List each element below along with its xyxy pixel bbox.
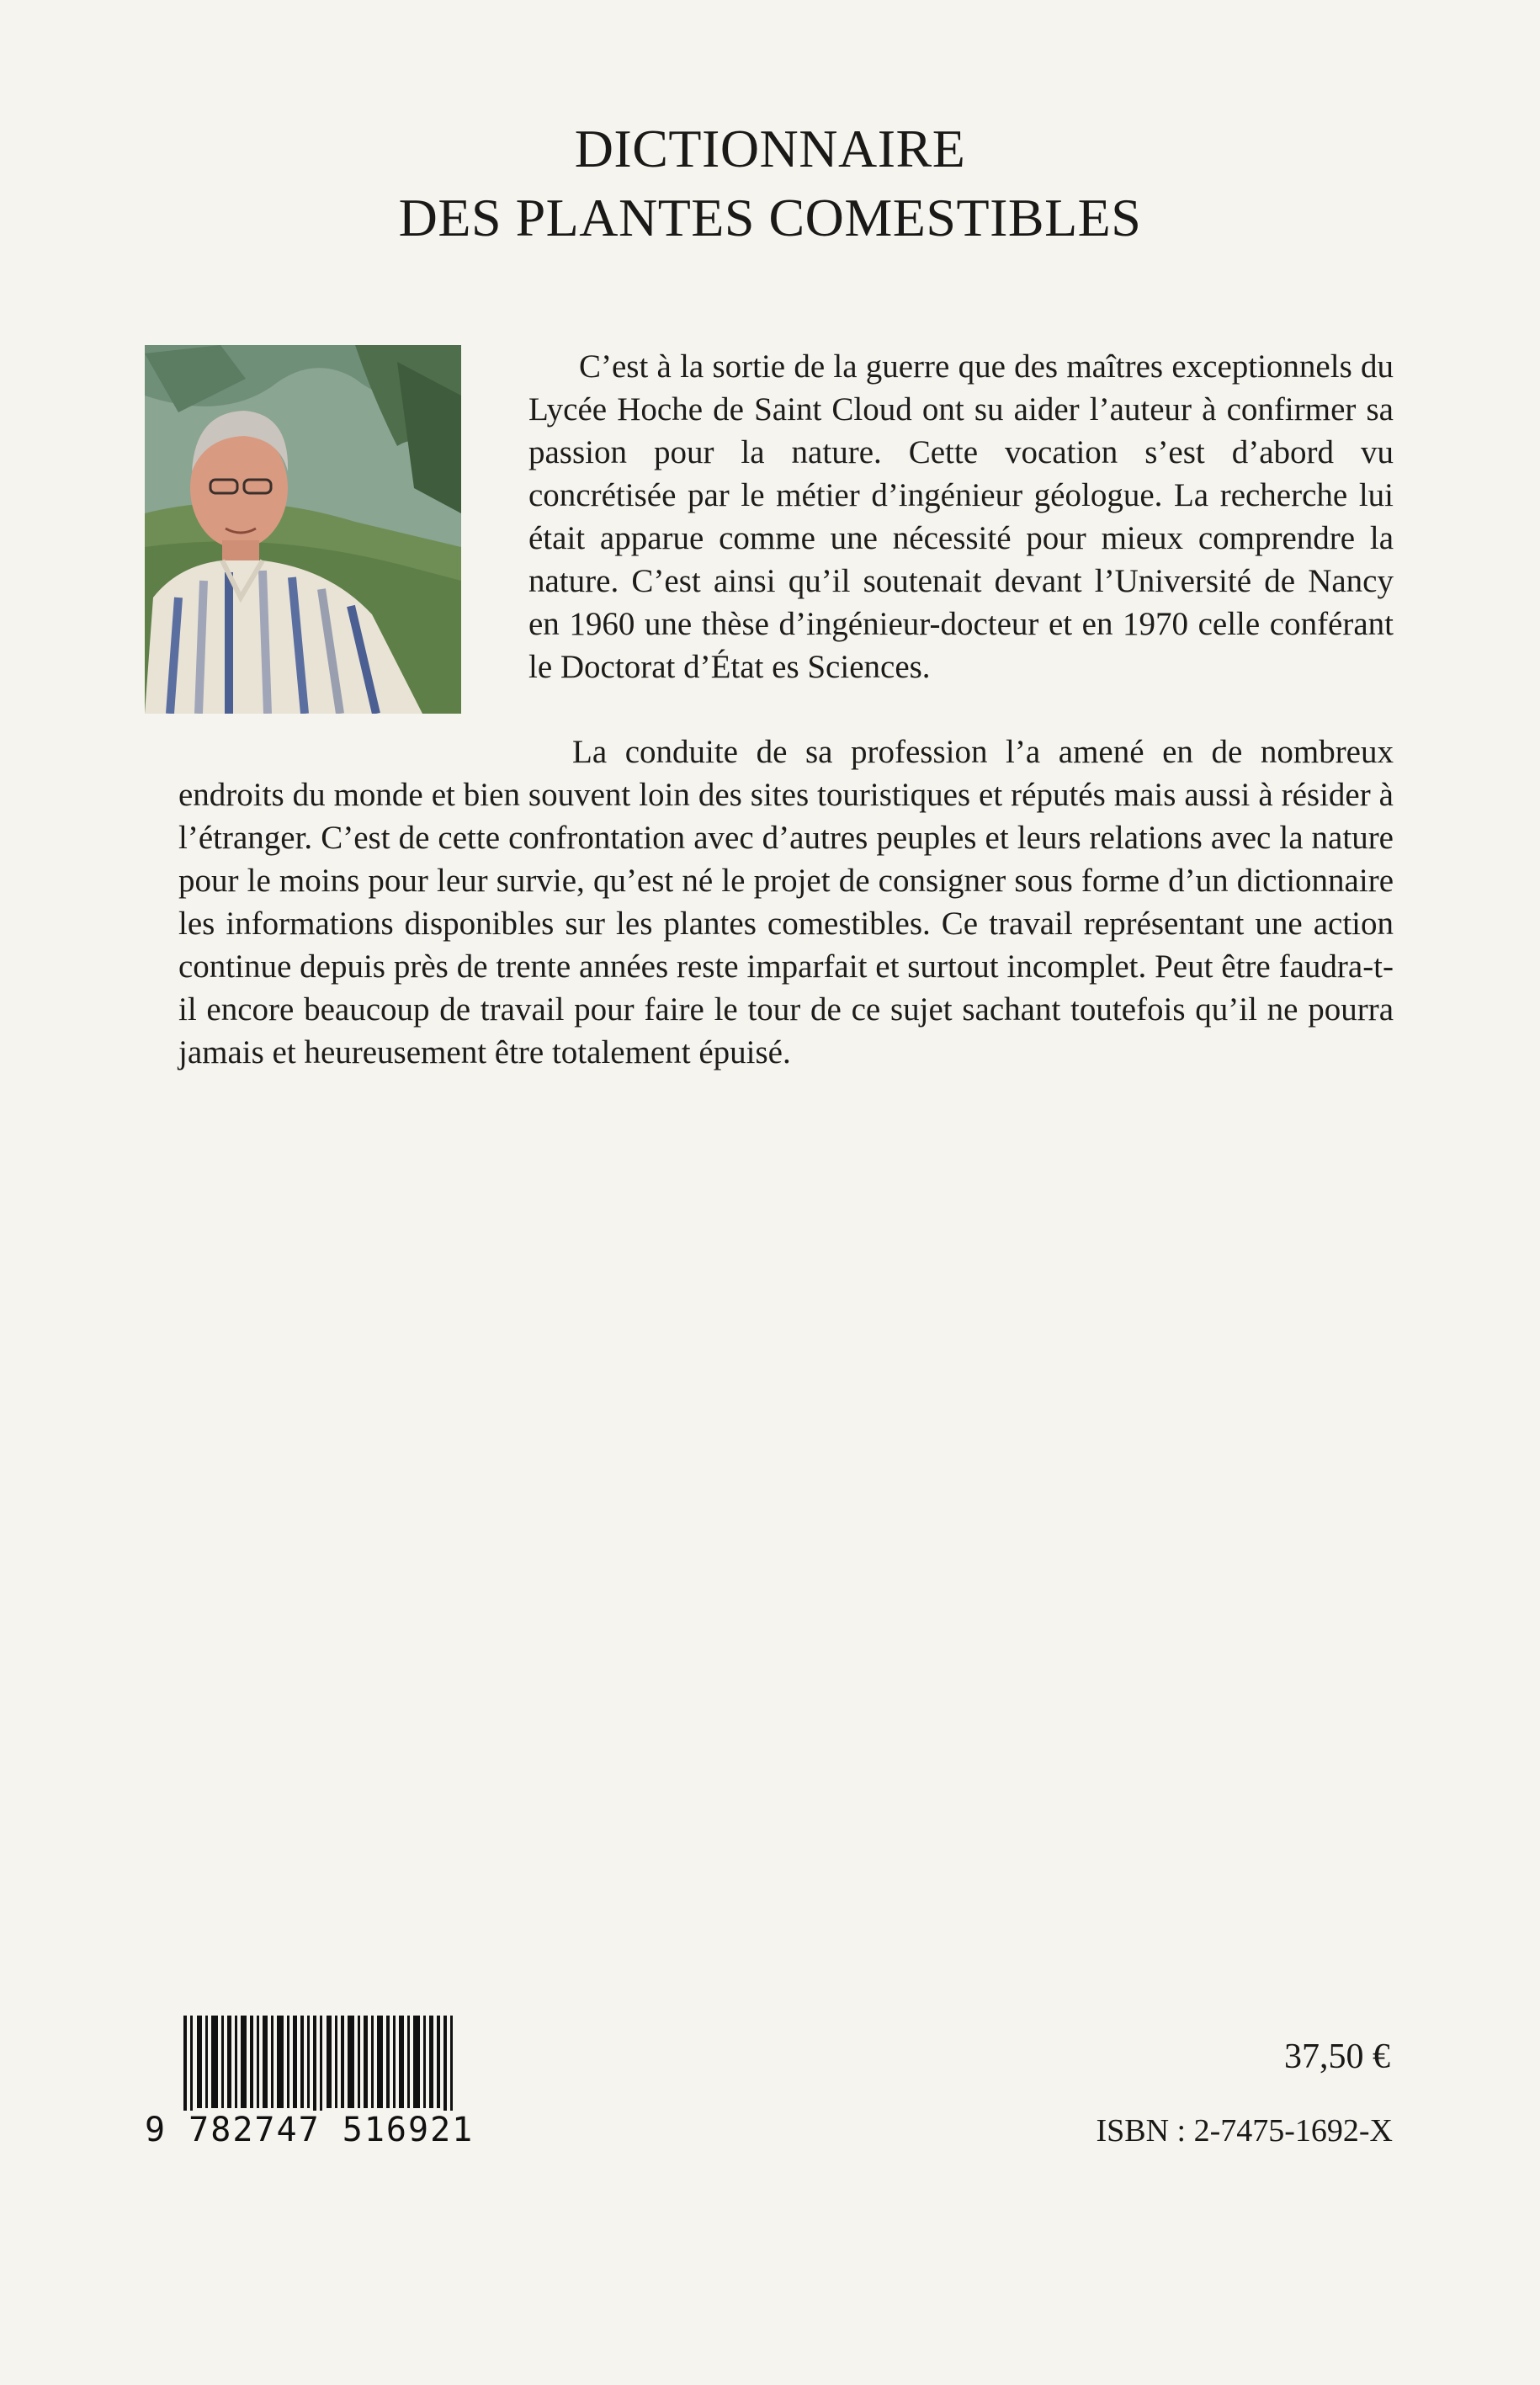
book-title (0, 114, 1540, 252)
book-title-line-1: DICTIONNAIRE (574, 119, 966, 178)
barcode-digits: 9 782747 516921 (145, 2111, 475, 2149)
blurb-paragraph-2: La conduite de sa profession l’a amené en de nombreux endroits du monde et bien souvent loin des sites touristiques et réputés mais aussi à résider à l’étranger. C’est de cette confrontation avec d’autres peuples et leurs relations avec la nature pour le moins pour leur survie, qu’est né le projet de consigner sous forme d’un dictionnaire les informations disponibles sur les plantes comestibles. Ce travail représentant une action continue depuis près de trente années reste imparfait et surtout incomplet. Peut être faudra-t-il encore beaucoup de travail pour faire le tour de ce sujet sachant toutefois qu’il ne pourra jamais et heureusement être totalement épuisé. (178, 734, 1394, 1070)
author-portrait-photo (145, 345, 461, 714)
book-title-line-2: DES PLANTES COMESTIBLES (398, 188, 1142, 247)
isbn-barcode (135, 2016, 530, 2180)
book-price: 37,50 € (1284, 2037, 1390, 2076)
isbn-number: ISBN : 2-7475-1692-X (1096, 2113, 1393, 2149)
blurb-paragraph-1: C’est à la sortie de la guerre que des maîtres exceptionnels du Lycée Hoche de Saint Cloud ont su aider l’auteur à confirmer sa passion pour la nature. Cette vocation s’est d’abord vu concrétisée par le métier d’ingénieur géologue. La recherche lui était apparue comme une nécessité pour mieux comprendre la nature. C’est ainsi qu’il soutenait devant l’Université de Nancy en 1960 une thèse d’ingénieur-docteur et en 1970 celle conférant le Doctorat d’État es Sciences. (528, 348, 1394, 685)
barcode-bars-icon (135, 2016, 530, 2180)
